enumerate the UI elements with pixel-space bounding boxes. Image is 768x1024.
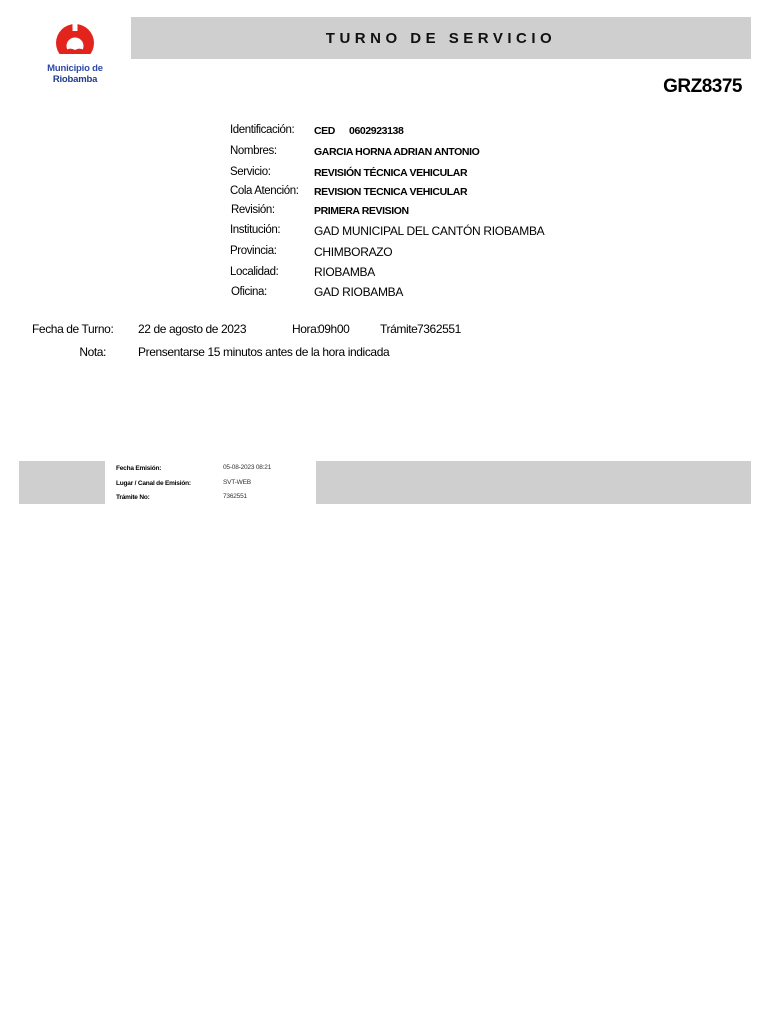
oficina-label: Oficina: bbox=[231, 286, 267, 298]
title-band bbox=[131, 17, 751, 59]
localidad-value: RIOBAMBA bbox=[314, 265, 375, 279]
page-title: TURNO DE SERVICIO bbox=[325, 29, 557, 47]
localidad-label: Localidad: bbox=[230, 266, 279, 278]
provincia-value: CHIMBORAZO bbox=[314, 245, 393, 259]
logo-text-line2: Riobamba bbox=[52, 74, 98, 85]
institucion-value: GAD MUNICIPAL DEL CANTÓN RIOBAMBA bbox=[314, 224, 545, 238]
provincia-label: Provincia: bbox=[230, 245, 277, 257]
footer-band-right bbox=[316, 461, 751, 504]
fecha-emision-value: 05-08-2023 08:21 bbox=[223, 464, 272, 471]
nota-label: Nota: bbox=[79, 345, 106, 359]
revision-value: PRIMERA REVISION bbox=[314, 205, 409, 217]
servicio-value: REVISIÓN TÉCNICA VEHICULAR bbox=[314, 167, 468, 179]
servicio-label: Servicio: bbox=[230, 166, 271, 178]
hora-value: 09h00 bbox=[318, 322, 350, 336]
footer-band-left bbox=[19, 461, 105, 504]
tramite-no-label: Trámite No: bbox=[116, 494, 150, 501]
lugar-emision-value: SVT-WEB bbox=[223, 479, 251, 486]
identificacion-type: CED bbox=[314, 125, 335, 137]
fecha-emision-label: Fecha Emisión: bbox=[116, 465, 162, 472]
oficina-value: GAD RIOBAMBA bbox=[314, 285, 404, 299]
institucion-label: Institución: bbox=[230, 224, 281, 236]
cola-atencion-label: Cola Atención: bbox=[230, 185, 299, 197]
tramite-value: 7362551 bbox=[417, 322, 461, 336]
nombres-label: Nombres: bbox=[230, 145, 277, 157]
cola-atencion-value: REVISION TECNICA VEHICULAR bbox=[314, 186, 468, 198]
tramite-label: Trámite bbox=[380, 322, 418, 336]
logo-text-line1: Municipio de bbox=[47, 63, 103, 74]
hora-label: Hora: bbox=[292, 322, 320, 336]
revision-label: Revisión: bbox=[231, 204, 275, 216]
lugar-emision-label: Lugar / Canal de Emisión: bbox=[116, 480, 191, 487]
identificacion-label: Identificación: bbox=[230, 124, 295, 136]
nota-value: Prensentarse 15 minutos antes de la hora indicada bbox=[138, 345, 390, 359]
logo-emblem-icon bbox=[52, 22, 98, 62]
tramite-no-value: 7362551 bbox=[223, 493, 247, 500]
identificacion-value: 0602923138 bbox=[349, 125, 404, 137]
vehicle-plate: GRZ8375 bbox=[663, 76, 742, 97]
fecha-turno-value: 22 de agosto de 2023 bbox=[138, 322, 247, 336]
municipio-logo bbox=[20, 14, 130, 90]
fecha-turno-label: Fecha de Turno: bbox=[32, 322, 114, 336]
nombres-value: GARCIA HORNA ADRIAN ANTONIO bbox=[314, 146, 480, 158]
